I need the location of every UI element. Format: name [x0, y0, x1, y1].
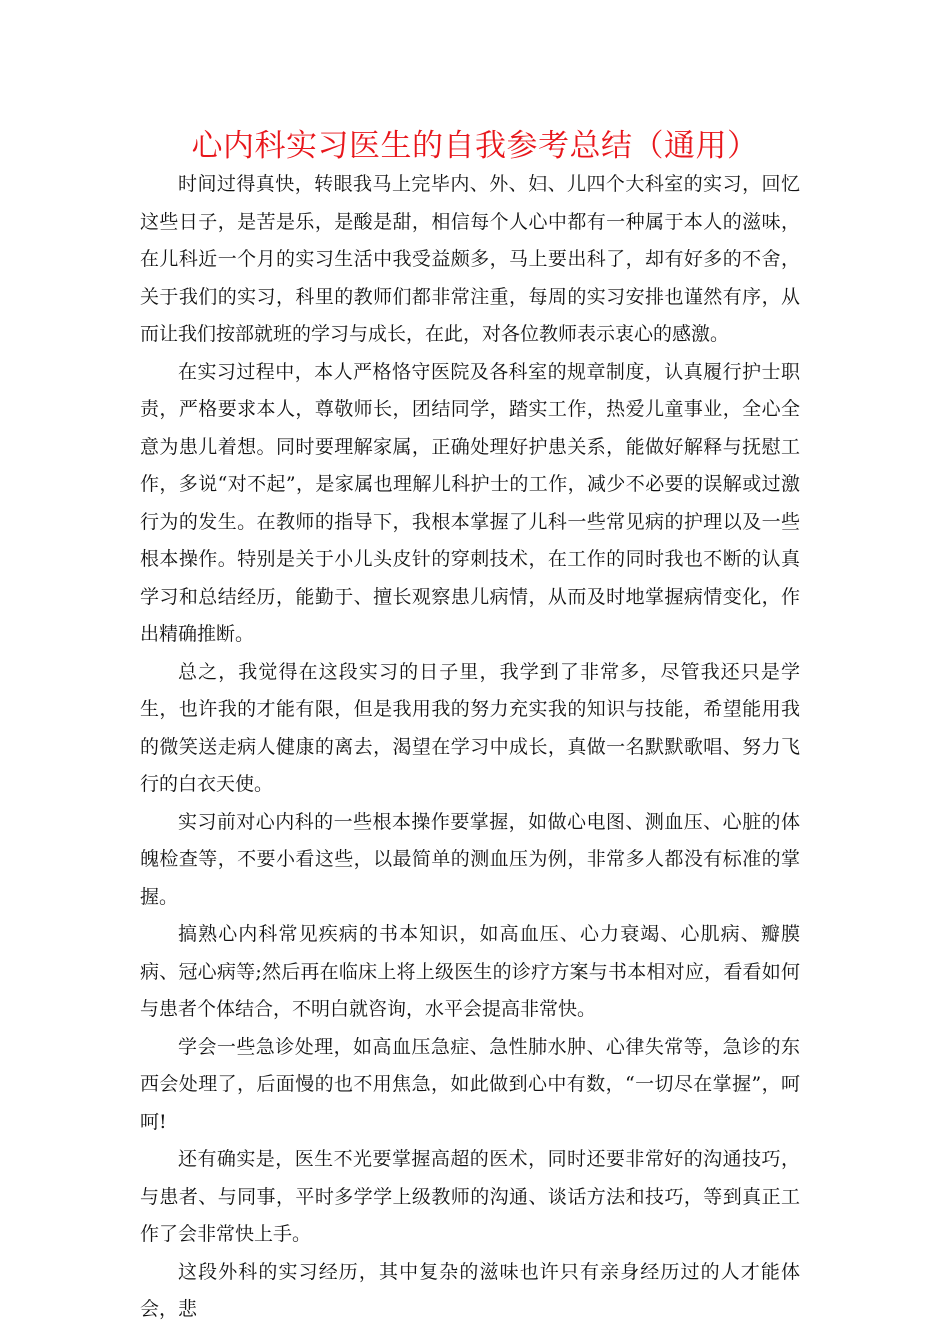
paragraph-5: 搞熟心内科常见疾病的书本知识，如高血压、心力衰竭、心肌病、瓣膜病、冠心病等;然后再在临床上将上级医生的诊疗方案与书本相对应，看看如何与患者个体结合，不明白就咨询，水平会提高非常快。 — [140, 923, 800, 1020]
paragraph-6: 学会一些急诊处理，如高血压急症、急性肺水肿、心律失常等，急诊的东西会处理了，后面慢的也不用焦急，如此做到心中有数，“一切尽在掌握”，呵呵! — [140, 1035, 800, 1133]
paragraph-8: 这段外科的实习经历，其中复杂的滋味也许只有亲身经历过的人才能体会，悲 — [140, 1260, 800, 1320]
document-title: 心内科实习医生的自我参考总结（通用） — [191, 128, 759, 164]
paragraph-7: 还有确实是，医生不光要掌握高超的医术，同时还要非常好的沟通技巧，与患者、与同事，平时多学学上级教师的沟通、谈话方法和技巧，等到真正工作了会非常快上手。 — [140, 1148, 800, 1245]
paragraph-2: 在实习过程中，本人严格恪守医院及各科室的规章制度，认真履行护士职责，严格要求本人，尊敬师长，团结同学，踏实工作，热爱儿童事业，全心全意为患儿着想。同时要理解家属，正确处理好护患关系，能做好解释与抚慰工作，多说“对不起”，是家属也理解儿科护士的工作，减少不必要的误解或过激行为的发生。在教师的指导下，我根本掌握了儿科一些常见病的护理以及一些根本操作。特别是关于小儿头皮针的穿刺技术，在工作的同时我也不断的认真学习和总结经历，能勤于、擅长观察患儿病情，从而及时地掌握病情变化，作出精确推断。 — [140, 360, 800, 645]
paragraph-3: 总之，我觉得在这段实习的日子里，我学到了非常多，尽管我还只是学生，也许我的才能有限，但是我用我的努力充实我的知识与技能，希望能用我的微笑送走病人健康的离去，渴望在学习中成长，真做一名默默歌唱、努力飞行的白衣天使。 — [140, 660, 800, 795]
paragraph-1: 时间过得真快，转眼我马上完毕内、外、妇、儿四个大科室的实习，回忆这些日子，是苦是乐，是酸是甜，相信每个人心中都有一种属于本人的滋味，在儿科近一个月的实习生活中我受益颇多，马上要出科了，却有好多的不舍，关于我们的实习，科里的教师们都非常注重，每周的实习安排也谨然有序，从而让我们按部就班的学习与成长，在此，对各位教师表示衷心的感激。 — [140, 173, 800, 345]
paragraph-4: 实习前对心内科的一些根本操作要掌握，如做心电图、测血压、心脏的体魄检查等，不要小看这些，以最简单的测血压为例，非常多人都没有标准的掌握。 — [140, 810, 800, 908]
document-body — [140, 166, 800, 1329]
